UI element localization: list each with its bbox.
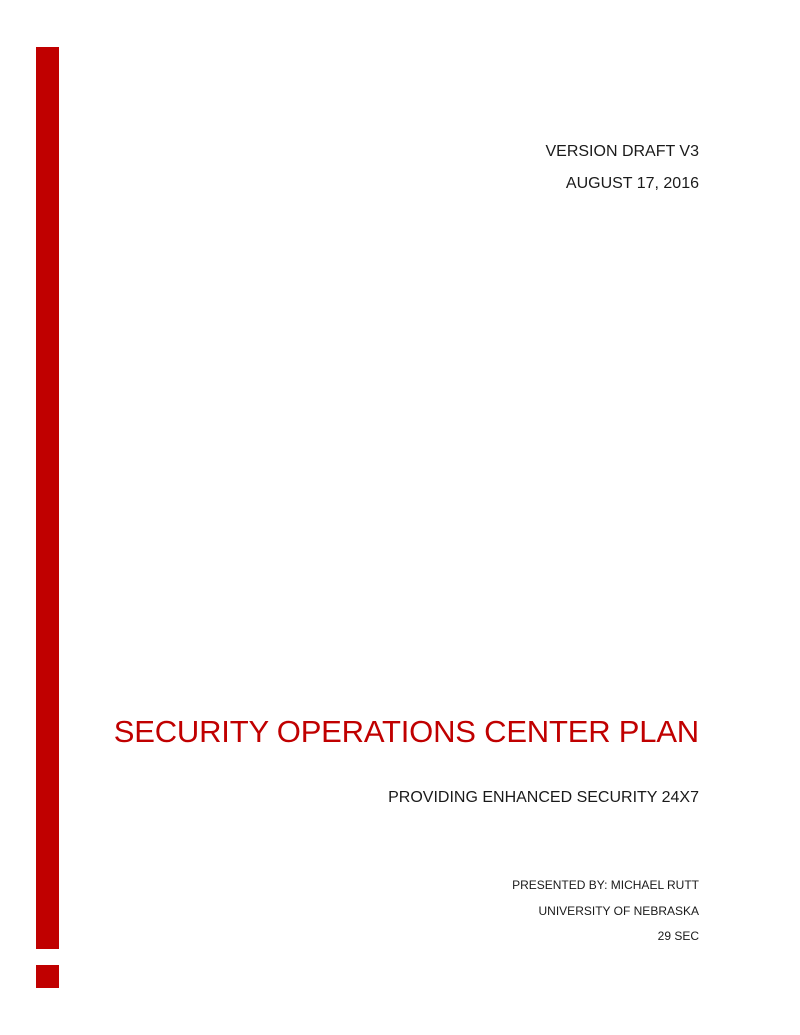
organization-name: UNIVERSITY OF NEBRASKA [538,904,699,918]
version-label: VERSION DRAFT V3 [545,143,699,160]
document-title: SECURITY OPERATIONS CENTER PLAN [113,714,699,749]
presenter-line: PRESENTED BY: MICHAEL RUTT [512,878,699,892]
accent-bar [36,47,59,949]
document-date: AUGUST 17, 2016 [565,175,699,192]
document-subtitle: PROVIDING ENHANCED SECURITY 24X7 [388,789,699,806]
accent-square [36,965,59,988]
section-label: 29 SEC [657,929,699,943]
